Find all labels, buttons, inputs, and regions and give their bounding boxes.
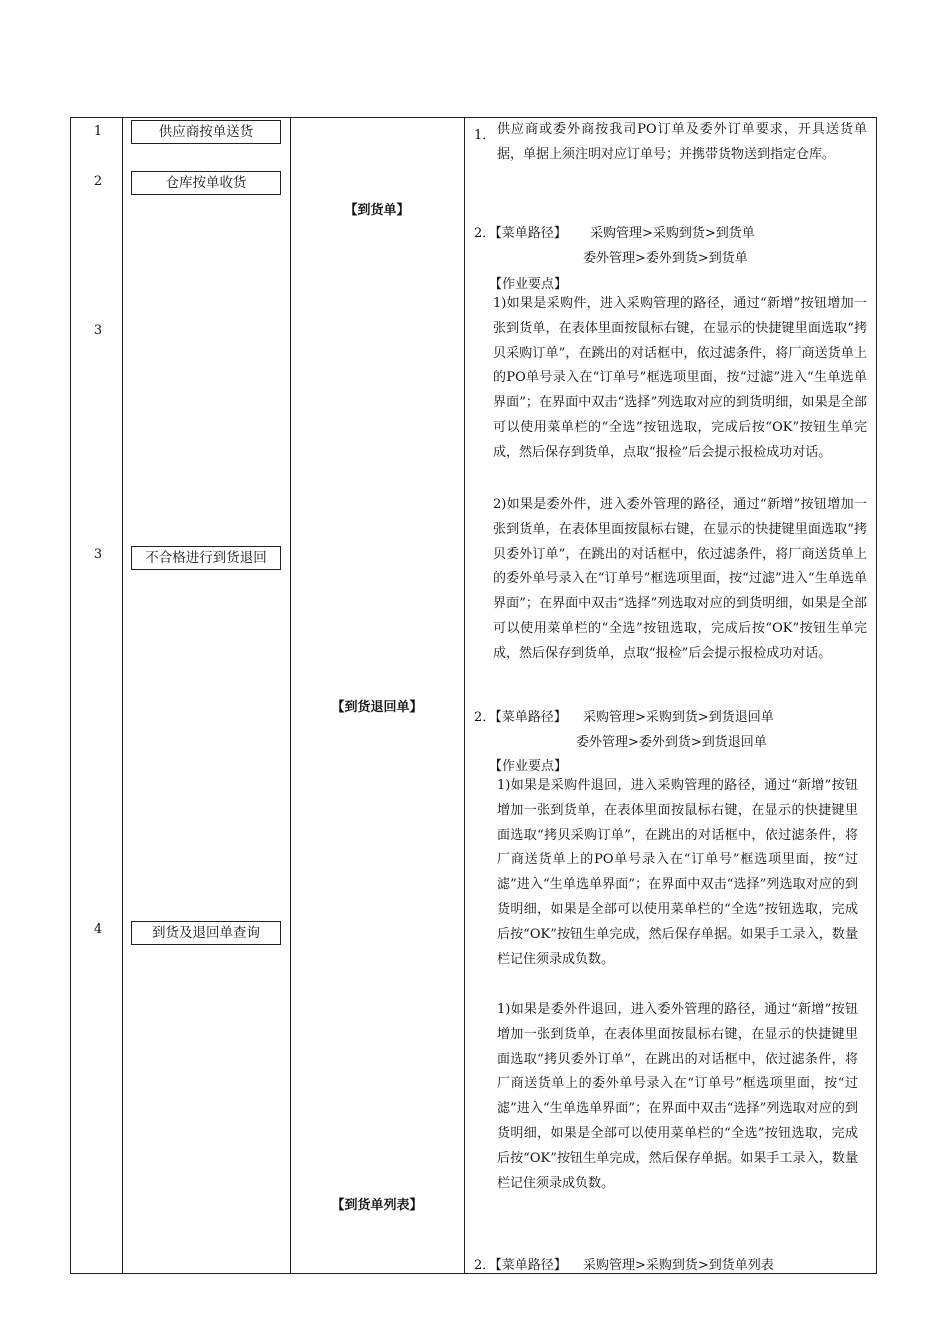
menu-path: 采购管理>采购到货>到货单 [590, 226, 755, 241]
item-prefix: 1． [474, 128, 496, 143]
menu-path-prefix: 2．【菜单路径】 [474, 1258, 567, 1273]
step-box-supplier-delivery: 供应商按单送货 [131, 120, 281, 144]
step-number: 1 [93, 124, 103, 139]
instruction-text: 供应商或委外商按我司PO订单及委外订单要求，开具送货单据，单据上须注明对应订单号；并携带货物送到指定仓库。 [497, 122, 867, 162]
instruction-text: 1)如果是采购件，进入采购管理的路径，通过“新增”按钮增加一张到货单，在表体里面按鼠标右键，在显示的快捷键里面选取“拷贝采购订单”，在跳出的对话框中，依过滤条件，将厂商送货单上的PO单号录入在“订单号”框选项里面，按“过滤”进入“生单选单界面”；在界面中双击“选择”列选取对应的到货明细，如果是全部可以使用菜单栏的“全选”按钮选取，完成后按“OK”按钮生单完成，然后保存到货单，点取“报检”后会提示报检成功对话。 [493, 296, 867, 460]
menu-path: 采购管理>采购到货>到货退回单 [583, 710, 774, 725]
menu-path: 采购管理>采购到货>到货单列表 [583, 1258, 774, 1273]
instruction-text: 1)如果是采购件退回，进入采购管理的路径，通过“新增”按钮增加一张到货单，在表体里面按鼠标右键，在显示的快捷键里面选取“拷贝采购订单”，在跳出的对话框中，依过滤条件，将厂商送货单上的PO单号录入在“订单号”框选项里面，按“过滤”进入“生单选单界面”；在界面中双击“选择”列选取对应的到货明细，如果是全部可以使用菜单栏的“全选”按钮选取，完成后按“OK”按钮生单完成，然后保存单据。如果手工录入，数量栏记住须录成负数。 [497, 778, 858, 967]
points-heading: 【作业要点】 [489, 277, 568, 292]
instruction-text: 2)如果是委外件，进入委外管理的路径，通过“新增”按钮增加一张到货单，在表体里面按鼠标右键，在显示的快捷键里面选取“拷贝委外订单”，在跳出的对话框中，依过滤条件，将厂商送货单上的委外单号录入在“订单号”框选项里面，按“过滤”进入“生单选单界面”；在界面中双击“选择”列选取对应的到货明细，如果是全部可以使用菜单栏的“全选”按钮选取，完成后按“OK”按钮生单完成，然后保存到货单，点取“报检”后会提示报检成功对话。 [493, 497, 867, 661]
step-number: 2 [93, 174, 103, 189]
menu-path-prefix: 2．【菜单路径】 [474, 226, 567, 241]
step-box-return: 不合格进行到货退回 [131, 546, 281, 570]
menu-path-prefix: 2．【菜单路径】 [474, 710, 567, 725]
document-list: 【到货单列表】 [331, 1198, 423, 1213]
document-arrival: 【到货单】 [344, 203, 410, 218]
instruction-text: 1)如果是委外件退回，进入委外管理的路径，通过“新增”按钮增加一张到货单，在表体里面按鼠标右键，在显示的快捷键里面选取“拷贝委外订单”，在跳出的对话框中，依过滤条件，将厂商送货单上的委外单号录入在“订单号”框选项里面，按“过滤”进入“生单选单界面”；在界面中双击“选择”列选取对应的到货明细，如果是全部可以使用菜单栏的“全选”按钮选取，完成后按“OK”按钮生单完成，然后保存单据。如果手工录入，数量栏记住须录成负数。 [497, 1002, 858, 1191]
step-number: 3 [93, 547, 103, 562]
step-box-query: 到货及退回单查询 [131, 921, 281, 945]
step-box-warehouse-receive: 仓库按单收货 [131, 171, 281, 195]
column-divider [122, 117, 123, 1274]
menu-path: 委外管理>委外到货>到货退回单 [576, 735, 767, 750]
menu-path: 委外管理>委外到货>到货单 [583, 251, 748, 266]
column-divider [464, 117, 465, 1274]
step-number: 4 [93, 922, 103, 937]
document-return: 【到货退回单】 [331, 700, 423, 715]
step-number: 3 [93, 323, 103, 338]
points-heading: 【作业要点】 [489, 759, 568, 774]
